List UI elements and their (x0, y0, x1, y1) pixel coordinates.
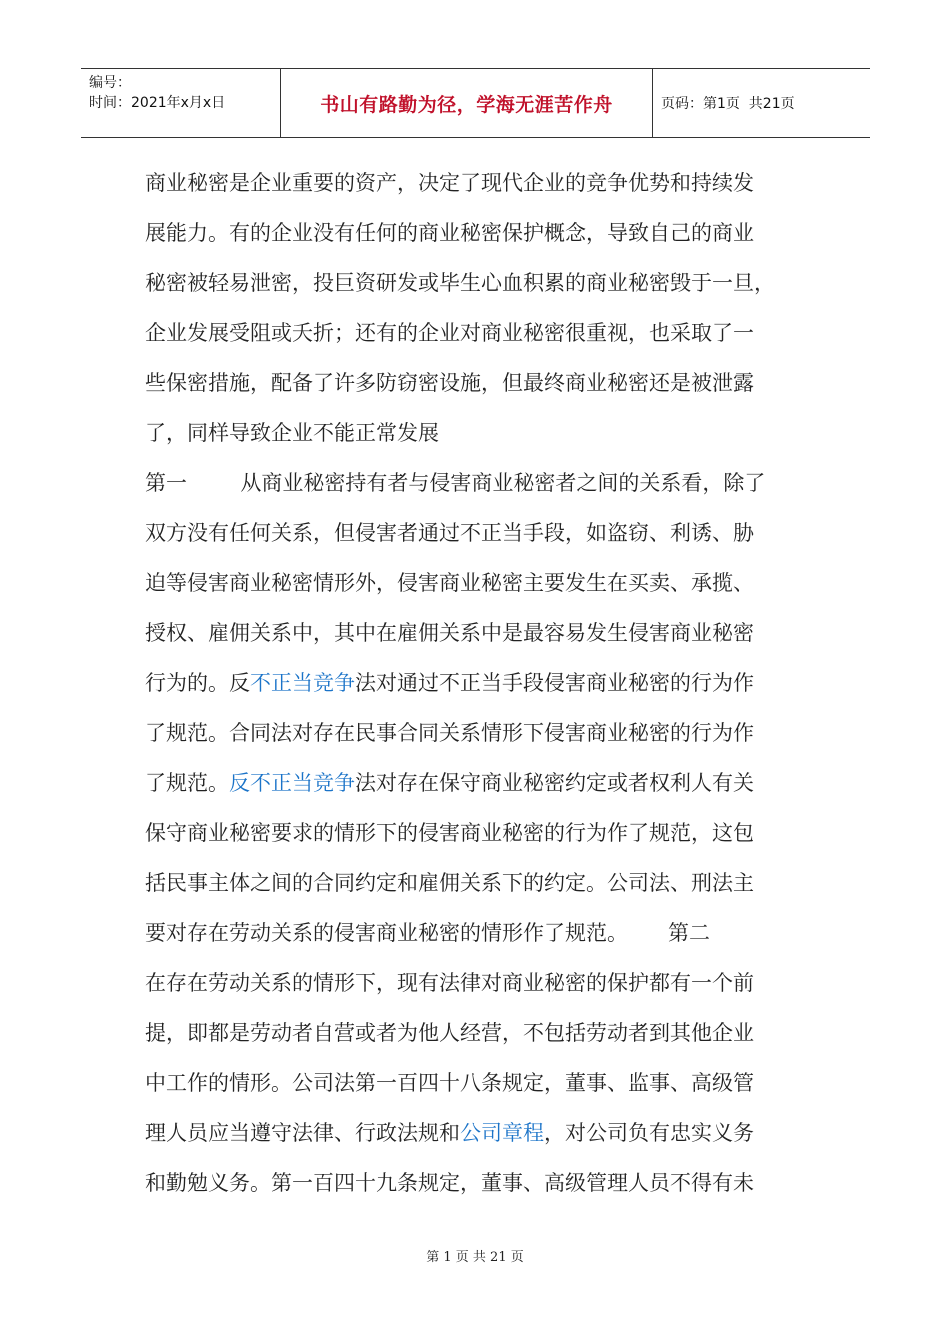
hyperlink[interactable]: 反不正当竞争 (229, 771, 355, 795)
text-segment: 法对通过不正当手段侵害商业秘密的行为作 (355, 671, 754, 695)
text-line (145, 408, 813, 458)
text-segment: 第一 从商业秘密持有者与侵害商业秘密者之间的关系看，除了 (145, 471, 766, 495)
text-segment: 行为的。反 (145, 671, 250, 695)
text-line (145, 608, 813, 658)
body-text (145, 158, 813, 1208)
text-segment: 保守商业秘密要求的情形下的侵害商业秘密的行为作了规范，这包 (145, 821, 754, 845)
text-segment: 括民事主体之间的合同约定和雇佣关系下的约定。公司法、刑法主 (145, 871, 754, 895)
text-segment: 和勤勉义务。第一百四十九条规定，董事、高级管理人员不得有未 (145, 1171, 754, 1195)
header-motto-cell (281, 69, 653, 137)
text-line (145, 158, 813, 208)
text-segment: 秘密被轻易泄密，投巨资研发或毕生心血积累的商业秘密毁于一旦， (145, 271, 775, 295)
text-segment: ，对公司负有忠实义务 (544, 1121, 754, 1145)
hyperlink[interactable]: 不正当竞争 (250, 671, 355, 695)
text-segment: 商业秘密是企业重要的资产，决定了现代企业的竞争优势和持续发 (145, 171, 754, 195)
text-line (145, 658, 813, 708)
text-segment: 授权、雇佣关系中，其中在雇佣关系中是最容易发生侵害商业秘密 (145, 621, 754, 645)
text-line (145, 358, 813, 408)
text-line (145, 558, 813, 608)
text-line (145, 1058, 813, 1108)
text-segment: 展能力。有的企业没有任何的商业秘密保护概念，导致自己的商业 (145, 221, 754, 245)
text-segment: 了规范。 (145, 771, 229, 795)
text-line (145, 758, 813, 808)
text-line (145, 308, 813, 358)
text-segment: 在存在劳动关系的情形下，现有法律对商业秘密的保护都有一个前 (145, 971, 754, 995)
text-line (145, 208, 813, 258)
header-table (81, 68, 870, 138)
text-line (145, 958, 813, 1008)
text-line (145, 808, 813, 858)
text-segment: 要对存在劳动关系的侵害商业秘密的情形作了规范。 第二 (145, 921, 711, 945)
text-line (145, 1108, 813, 1158)
text-segment: 迫等侵害商业秘密情形外，侵害商业秘密主要发生在买卖、承揽、 (145, 571, 754, 595)
text-segment: 法对存在保守商业秘密约定或者权利人有关 (355, 771, 754, 795)
text-line (145, 508, 813, 558)
text-segment: 中工作的情形。公司法第一百四十八条规定，董事、监事、高级管 (145, 1071, 754, 1095)
header-page-cell (653, 69, 870, 137)
text-segment: 双方没有任何关系，但侵害者通过不正当手段，如盗窃、利诱、胁 (145, 521, 754, 545)
text-line (145, 708, 813, 758)
document-number-label: 编号： (89, 75, 131, 91)
text-segment: 些保密措施，配备了许多防窃密设施，但最终商业秘密还是被泄露 (145, 371, 754, 395)
page-info: 页码：第1页 共21页 (661, 96, 795, 112)
text-line (145, 858, 813, 908)
text-segment: 了规范。合同法对存在民事合同关系情形下侵害商业秘密的行为作 (145, 721, 754, 745)
text-segment: 了，同样导致企业不能正常发展 (145, 421, 439, 445)
text-line (145, 458, 813, 508)
document-date: 时间：2021年x月x日 (89, 95, 226, 111)
motto: 书山有路勤为径，学海无涯苦作舟 (320, 93, 613, 116)
text-line (145, 258, 813, 308)
text-segment: 企业发展受阻或夭折；还有的企业对商业秘密很重视，也采取了一 (145, 321, 754, 345)
header-meta-cell (81, 69, 281, 137)
text-line (145, 908, 813, 958)
hyperlink[interactable]: 公司章程 (460, 1121, 544, 1145)
text-line (145, 1158, 813, 1208)
text-segment: 理人员应当遵守法律、行政法规和 (145, 1121, 460, 1145)
text-line (145, 1008, 813, 1058)
text-segment: 提，即都是劳动者自营或者为他人经营，不包括劳动者到其他企业 (145, 1021, 754, 1045)
page-footer: 第 1 页 共 21 页 (426, 1250, 524, 1265)
